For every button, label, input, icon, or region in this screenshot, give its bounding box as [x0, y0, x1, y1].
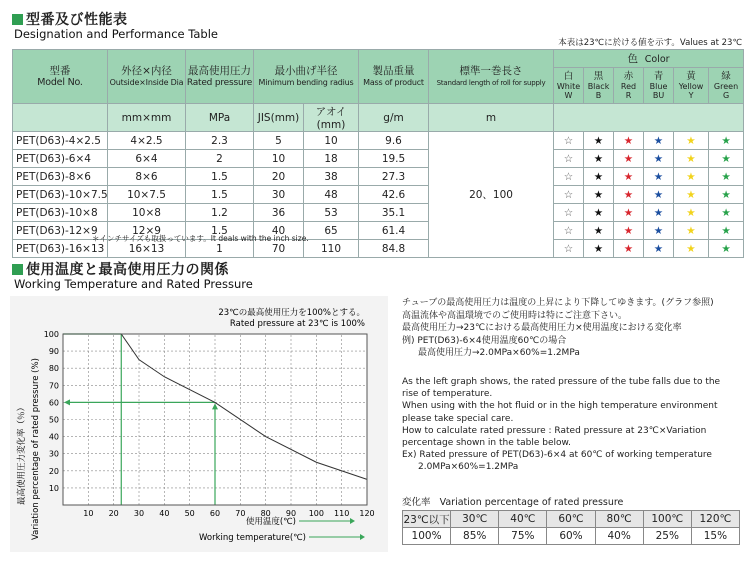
rate-value: 40% — [595, 528, 643, 545]
star-icon: ★ — [584, 132, 614, 150]
star-icon: ★ — [614, 186, 644, 204]
cell-jis: 10 — [254, 150, 304, 168]
cell-roll-length: 20、100 — [429, 132, 554, 258]
rate-value: 85% — [451, 528, 499, 545]
star-icon: ★ — [709, 168, 744, 186]
cell-pressure: 2.3 — [186, 132, 254, 150]
unit-pressure: MPa — [186, 104, 254, 132]
unit-roll: m — [429, 104, 554, 132]
cell-jis: 40 — [254, 222, 304, 240]
cell-size: 10×7.5 — [108, 186, 186, 204]
section1-heading — [12, 9, 128, 29]
star-icon: ★ — [644, 222, 674, 240]
table-row — [13, 204, 744, 222]
rate-table — [402, 510, 740, 545]
star-icon: ★ — [674, 150, 709, 168]
star-icon: ★ — [644, 186, 674, 204]
description-en-line: percentage shown in the table below. — [402, 438, 571, 448]
star-icon: ★ — [584, 222, 614, 240]
rate-temp: 100℃ — [643, 511, 691, 528]
unit-color — [554, 104, 744, 132]
cell-jis: 30 — [254, 186, 304, 204]
description-en-line: As the left graph shows, the rated pressure of the tube falls due to the — [402, 377, 721, 387]
star-icon: ★ — [709, 132, 744, 150]
star-icon: ☆ — [554, 186, 584, 204]
section-marker-icon — [12, 264, 23, 275]
star-icon: ★ — [644, 132, 674, 150]
section1-title-en: Designation and Performance Table — [14, 27, 218, 41]
cell-jis: 70 — [254, 240, 304, 258]
cell-model: PET(D63)-4×2.5 — [13, 132, 108, 150]
y-tick-label: 90 — [48, 347, 59, 357]
description-jp-line: 最高使用圧力→23℃における最高使用圧力×使用温度における変化率 — [402, 323, 682, 333]
star-icon: ★ — [614, 150, 644, 168]
star-icon: ☆ — [554, 222, 584, 240]
cell-jis: 36 — [254, 204, 304, 222]
star-icon: ☆ — [554, 132, 584, 150]
cell-aoi: 18 — [304, 150, 359, 168]
section2-title-en: Working Temperature and Rated Pressure — [14, 277, 253, 291]
star-icon: ★ — [674, 204, 709, 222]
cell-aoi: 10 — [304, 132, 359, 150]
cell-size: 12×9 — [108, 222, 186, 240]
description-jp-line: 例) PET(D63)-6×4使用温度60℃の場合 — [402, 335, 567, 346]
x-tick-label: 60 — [209, 509, 221, 518]
x-tick-label: 20 — [108, 509, 119, 518]
cell-model: PET(D63)-12×9 — [13, 222, 108, 240]
y-tick-label: 100 — [43, 330, 59, 339]
section1-title-jp: 型番及び性能表 — [26, 12, 128, 28]
cell-model: PET(D63)-8×6 — [13, 168, 108, 186]
table-row — [13, 132, 744, 150]
header-roll: 標準一巻長さ Standard length of roll for supply — [429, 50, 554, 104]
cell-pressure: 1.5 — [186, 186, 254, 204]
star-icon: ★ — [644, 240, 674, 258]
x-tick-label: 90 — [285, 509, 297, 518]
rate-value: 60% — [547, 528, 595, 545]
description-en-line: How to calculate rated pressure : Rated pressure at 23℃×Variation — [402, 425, 707, 436]
cell-pressure: 1.5 — [186, 168, 254, 186]
star-icon: ★ — [709, 204, 744, 222]
x-tick-label: 70 — [235, 509, 246, 518]
section2-heading — [12, 259, 229, 279]
star-icon: ★ — [674, 186, 709, 204]
unit-model — [13, 104, 108, 132]
pressure-temperature-chart — [10, 296, 388, 552]
header-color: 色 Color — [554, 50, 744, 68]
star-icon: ★ — [674, 222, 709, 240]
star-icon: ★ — [584, 168, 614, 186]
cell-aoi: 38 — [304, 168, 359, 186]
y-axis-label-jp: 最高使用圧力変化率（％） — [17, 402, 27, 505]
header-model: 型番 Model No. — [13, 50, 108, 104]
rate-value: 75% — [499, 528, 547, 545]
x-tick-label: 100 — [308, 509, 324, 518]
rate-temp: 60℃ — [547, 511, 595, 528]
cell-aoi: 48 — [304, 186, 359, 204]
x-tick-label: 120 — [359, 509, 375, 518]
x-tick-label: 110 — [334, 509, 350, 518]
inch-note: ＊インチサイズも取扱っています。It deals with the inch size. — [92, 234, 309, 243]
y-tick-label: 40 — [48, 432, 59, 442]
y-axis-label-en: Variation percentage of rated pressure (%) — [31, 358, 41, 540]
cell-model: PET(D63)-16×13 — [13, 240, 108, 258]
unit-mass: g/m — [359, 104, 429, 132]
x-axis-label-jp: 使用温度(℃) — [245, 517, 296, 527]
description-jp-line: チューブの最高使用圧力は温度の上昇により下降してゆきます。(グラフ参照) — [402, 298, 714, 308]
y-tick-label: 50 — [48, 415, 59, 425]
description-en-line: 2.0MPa×60%=1.2MPa — [418, 462, 519, 473]
cell-mass: 19.5 — [359, 150, 429, 168]
star-icon: ☆ — [554, 150, 584, 168]
section2-title-jp: 使用温度と最高使用圧力の関係 — [26, 262, 229, 278]
description-en-line: Ex) Rated pressure of PET(D63)-6×4 at 60℃ of working temperature — [402, 450, 712, 461]
star-icon: ★ — [614, 240, 644, 258]
star-icon: ☆ — [554, 240, 584, 258]
cell-mass: 9.6 — [359, 132, 429, 150]
star-icon: ★ — [614, 204, 644, 222]
color-header-red: 赤 Red R — [614, 68, 644, 104]
star-icon: ★ — [709, 222, 744, 240]
description-en-line: When using with the hot fluid or in the high temperature environment — [402, 401, 718, 412]
star-icon: ★ — [614, 222, 644, 240]
cell-mass: 84.8 — [359, 240, 429, 258]
cell-mass: 61.4 — [359, 222, 429, 240]
header-mass: 製品重量 Mass of product — [359, 50, 429, 104]
star-icon: ★ — [584, 186, 614, 204]
star-icon: ★ — [614, 168, 644, 186]
y-tick-label: 10 — [48, 483, 59, 493]
x-axis-label-en: Working temperature(℃) — [199, 533, 306, 543]
star-icon: ★ — [674, 132, 709, 150]
x-tick-label: 30 — [133, 509, 145, 518]
cell-pressure: 1.2 — [186, 204, 254, 222]
rate-temp: 40℃ — [499, 511, 547, 528]
cell-jis: 20 — [254, 168, 304, 186]
cell-aoi: 110 — [304, 240, 359, 258]
rate-value: 15% — [691, 528, 739, 545]
unit-aoi: アオイ(mm) — [304, 104, 359, 132]
star-icon: ★ — [709, 240, 744, 258]
table-row — [13, 150, 744, 168]
cell-size: 16×13 — [108, 240, 186, 258]
section-marker-icon — [12, 14, 23, 25]
rate-temp: 23℃以下 — [403, 511, 451, 528]
y-tick-label: 70 — [48, 381, 59, 391]
cell-pressure: 1.5 — [186, 222, 254, 240]
table-row — [13, 186, 744, 204]
cell-size: 10×8 — [108, 204, 186, 222]
unit-size: mm×mm — [108, 104, 186, 132]
rate-temp: 120℃ — [691, 511, 739, 528]
star-icon: ★ — [644, 150, 674, 168]
cell-jis: 5 — [254, 132, 304, 150]
description-en-line: rise of temperature. — [402, 389, 493, 400]
star-icon: ★ — [709, 150, 744, 168]
color-header-black: 黒 Black B — [584, 68, 614, 104]
cell-mass: 42.6 — [359, 186, 429, 204]
star-icon: ☆ — [554, 204, 584, 222]
star-icon: ★ — [584, 204, 614, 222]
header-size: 外径×内径 Outside×Inside Dia — [108, 50, 186, 104]
header-bend: 最小曲げ半径 Minimum bending radius — [254, 50, 359, 104]
y-tick-label: 80 — [48, 364, 59, 374]
header-pressure: 最高使用圧力 Rated pressure — [186, 50, 254, 104]
y-tick-label: 60 — [48, 398, 59, 408]
y-tick-label: 30 — [48, 449, 59, 459]
table-note: 本表は23℃に於ける値を示す。Values at 23℃ — [558, 38, 742, 48]
table-row — [13, 168, 744, 186]
cell-model: PET(D63)-10×8 — [13, 204, 108, 222]
star-icon: ★ — [674, 240, 709, 258]
rate-value: 100% — [403, 528, 451, 545]
rate-table-label: 変化率 Variation percentage of rated pressure — [402, 497, 624, 508]
x-tick-label: 10 — [83, 509, 94, 518]
color-header-blue: 青 Blue BU — [644, 68, 674, 104]
cell-aoi: 65 — [304, 222, 359, 240]
color-header-yellow: 黄 Yellow Y — [674, 68, 709, 104]
cell-model: PET(D63)-6×4 — [13, 150, 108, 168]
description-jp-line: 最高使用圧力→2.0MPa×60%=1.2MPa — [418, 348, 580, 358]
description-jp-line: 高温流体や高温環境でのご使用時は特にご注意下さい。 — [402, 310, 628, 321]
star-icon: ★ — [584, 150, 614, 168]
performance-table — [12, 49, 744, 258]
description-en-line: please take special care. — [402, 413, 514, 424]
chart-note-jp: 23℃の最高使用圧力を100%とする。 — [218, 308, 365, 318]
cell-model: PET(D63)-10×7.5 — [13, 186, 108, 204]
star-icon: ★ — [614, 132, 644, 150]
x-tick-label: 50 — [184, 509, 195, 518]
star-icon: ★ — [644, 168, 674, 186]
rate-temp: 30℃ — [451, 511, 499, 528]
cell-pressure: 1 — [186, 240, 254, 258]
cell-mass: 35.1 — [359, 204, 429, 222]
cell-pressure: 2 — [186, 150, 254, 168]
star-icon: ★ — [644, 204, 674, 222]
cell-size: 8×6 — [108, 168, 186, 186]
cell-size: 4×2.5 — [108, 132, 186, 150]
rate-value: 25% — [643, 528, 691, 545]
rate-temp: 80℃ — [595, 511, 643, 528]
x-tick-label: 80 — [260, 509, 271, 518]
star-icon: ★ — [709, 186, 744, 204]
chart-note-en: Rated pressure at 23℃ is 100% — [229, 319, 365, 329]
y-tick-label: 20 — [48, 466, 59, 476]
cell-aoi: 53 — [304, 204, 359, 222]
star-icon: ★ — [674, 168, 709, 186]
x-tick-label: 40 — [159, 509, 170, 518]
star-icon: ★ — [584, 240, 614, 258]
cell-size: 6×4 — [108, 150, 186, 168]
unit-jis: JIS(mm) — [254, 104, 304, 132]
cell-mass: 27.3 — [359, 168, 429, 186]
star-icon: ☆ — [554, 168, 584, 186]
color-header-green: 緑 Green G — [709, 68, 744, 104]
color-header-white: 白 White W — [554, 68, 584, 104]
